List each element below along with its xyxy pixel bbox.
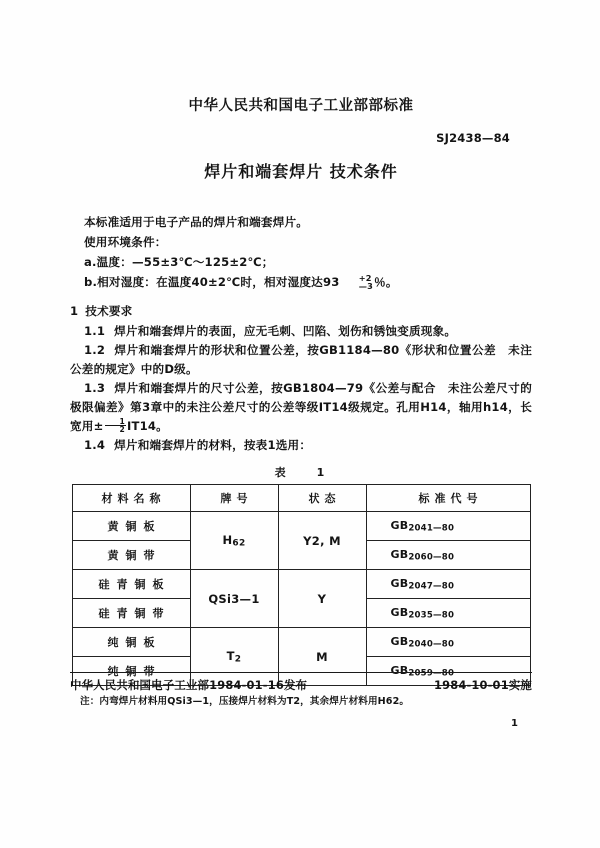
- std-suffix: —80: [433, 639, 455, 650]
- cell-state: Y2, M: [278, 512, 366, 570]
- cell-standard-code: [366, 570, 530, 599]
- grade-main: T: [226, 648, 235, 663]
- col-header-state: 状态: [278, 485, 366, 512]
- std-suffix: —80: [433, 581, 455, 592]
- col-header-material-name: 材料名称: [72, 485, 190, 512]
- footer-effective-date: 1984-10-01实施: [433, 678, 532, 692]
- footer-divider: [70, 672, 532, 673]
- std-prefix: GB: [390, 577, 409, 591]
- std-prefix: GB: [390, 548, 409, 562]
- document-content: [70, 0, 532, 707]
- page-footer: [70, 672, 532, 729]
- col-header-standard-code: 标准代号: [366, 485, 530, 512]
- table-header-row: [72, 485, 530, 512]
- std-suffix: —80: [433, 668, 455, 679]
- clause-1-3-number: 1.3: [84, 381, 106, 396]
- clause-1-4-text: 焊片和端套焊片的材料，按表1选用：: [114, 438, 312, 453]
- half-fraction: [105, 418, 126, 434]
- cell-material-name: 黄铜板: [72, 512, 190, 541]
- clause-1-3: [70, 379, 532, 436]
- std-suffix: —80: [433, 610, 455, 621]
- standard-number-row: [70, 127, 532, 146]
- std-number: 2059: [408, 668, 434, 679]
- scope-line-1: 本标准适用于电子产品的焊片和端套焊片。: [84, 215, 309, 230]
- std-number: 2047: [408, 581, 434, 592]
- cell-grade: [190, 512, 278, 570]
- grade-main: H: [222, 532, 233, 547]
- grade-sub: 62: [232, 538, 246, 549]
- section-1-number: 1: [70, 303, 79, 318]
- clause-1-2: [70, 341, 532, 379]
- table-caption: 表 1: [274, 466, 328, 480]
- standard-number: SJ2438—84: [436, 131, 510, 146]
- table-row: [72, 512, 530, 541]
- cell-state: Y: [278, 570, 366, 628]
- page-number: 1: [511, 718, 518, 729]
- clause-1-3-text-part1: 焊片和端套焊片的尺寸公差，按GB1804—79《公差与配合 未注公差尺寸的极限偏差》第3章中的未注公差尺寸的公差等级IT14级规定。孔用H14，轴用h14，长宽用±: [70, 381, 532, 434]
- clause-1-2-number: 1.2: [84, 343, 106, 358]
- clause-1-2-text: 焊片和端套焊片的形状和位置公差，按GB1184—80《形状和位置公差 未注公差的规定》中的D级。: [70, 343, 532, 377]
- clause-1-1: [70, 322, 532, 341]
- material-table: [72, 484, 531, 686]
- cell-material-name: 纯铜板: [72, 628, 190, 657]
- cell-material-name: 硅青铜带: [72, 599, 190, 628]
- section-1-heading: [70, 302, 532, 321]
- scope-item-b-prefix: b.相对湿度：在温度40±2℃时，相对湿度达93: [84, 274, 344, 289]
- col-header-grade: 牌号: [190, 485, 278, 512]
- std-prefix: GB: [390, 519, 409, 533]
- std-prefix: GB: [390, 635, 409, 649]
- clause-1-3-text-part2: IT14。: [127, 419, 168, 434]
- scope-line-2: 使用环境条件：: [84, 235, 167, 250]
- clause-1-4: [70, 436, 532, 455]
- cell-standard-code: [366, 599, 530, 628]
- std-suffix: —80: [433, 523, 455, 534]
- table-row: [72, 628, 530, 657]
- std-prefix: GB: [390, 664, 409, 678]
- grade-sub: 2: [234, 654, 242, 665]
- std-number: 2041: [408, 523, 434, 534]
- table-note: 注：内弯焊片材料用QSi3—1，压接焊片材料为T2，其余焊片材料用H62。: [80, 696, 410, 708]
- humidity-tolerance: [345, 274, 373, 291]
- section-1-title: 技术要求: [85, 303, 133, 318]
- cell-material-name: 黄铜带: [72, 541, 190, 570]
- issuing-organization: 中华人民共和国电子工业部部标准: [188, 98, 414, 114]
- clause-1-4-number: 1.4: [84, 438, 106, 453]
- fraction-numerator: 1: [105, 418, 126, 427]
- cell-standard-code: [366, 628, 530, 657]
- scope-item-a: a.温度：—55±3℃～125±2℃；: [84, 254, 274, 269]
- clause-1-1-number: 1.1: [84, 324, 106, 339]
- table-row: [72, 570, 530, 599]
- cell-standard-code: [366, 512, 530, 541]
- cell-grade: QSi3—1: [190, 570, 278, 628]
- std-prefix: GB: [390, 606, 409, 620]
- scope-block: [70, 213, 532, 455]
- cell-material-name: 硅青铜板: [72, 570, 190, 599]
- std-number: 2060: [408, 552, 434, 563]
- humidity-tolerance-upper: +2: [358, 272, 372, 283]
- scope-item-b: [70, 273, 532, 292]
- humidity-tolerance-lower: —3: [358, 281, 374, 292]
- fraction-denominator: 2: [119, 425, 125, 435]
- footer-issued-by: 中华人民共和国电子工业部1984-01-16发布: [70, 678, 308, 692]
- std-number: 2040: [408, 639, 434, 650]
- scope-item-b-suffix: ％。: [374, 274, 398, 289]
- std-number: 2035: [408, 610, 434, 621]
- cell-state: M: [278, 628, 366, 686]
- std-suffix: —80: [433, 552, 455, 563]
- cell-material-name: 纯铜带: [72, 657, 190, 686]
- clause-1-1-text: 焊片和端套焊片的表面，应无毛刺、凹陷、划伤和锈蚀变质现象。: [114, 324, 457, 339]
- footer-row: [70, 677, 532, 693]
- cell-standard-code: [366, 541, 530, 570]
- page-title: 焊片和端套焊片 技术条件: [204, 162, 398, 182]
